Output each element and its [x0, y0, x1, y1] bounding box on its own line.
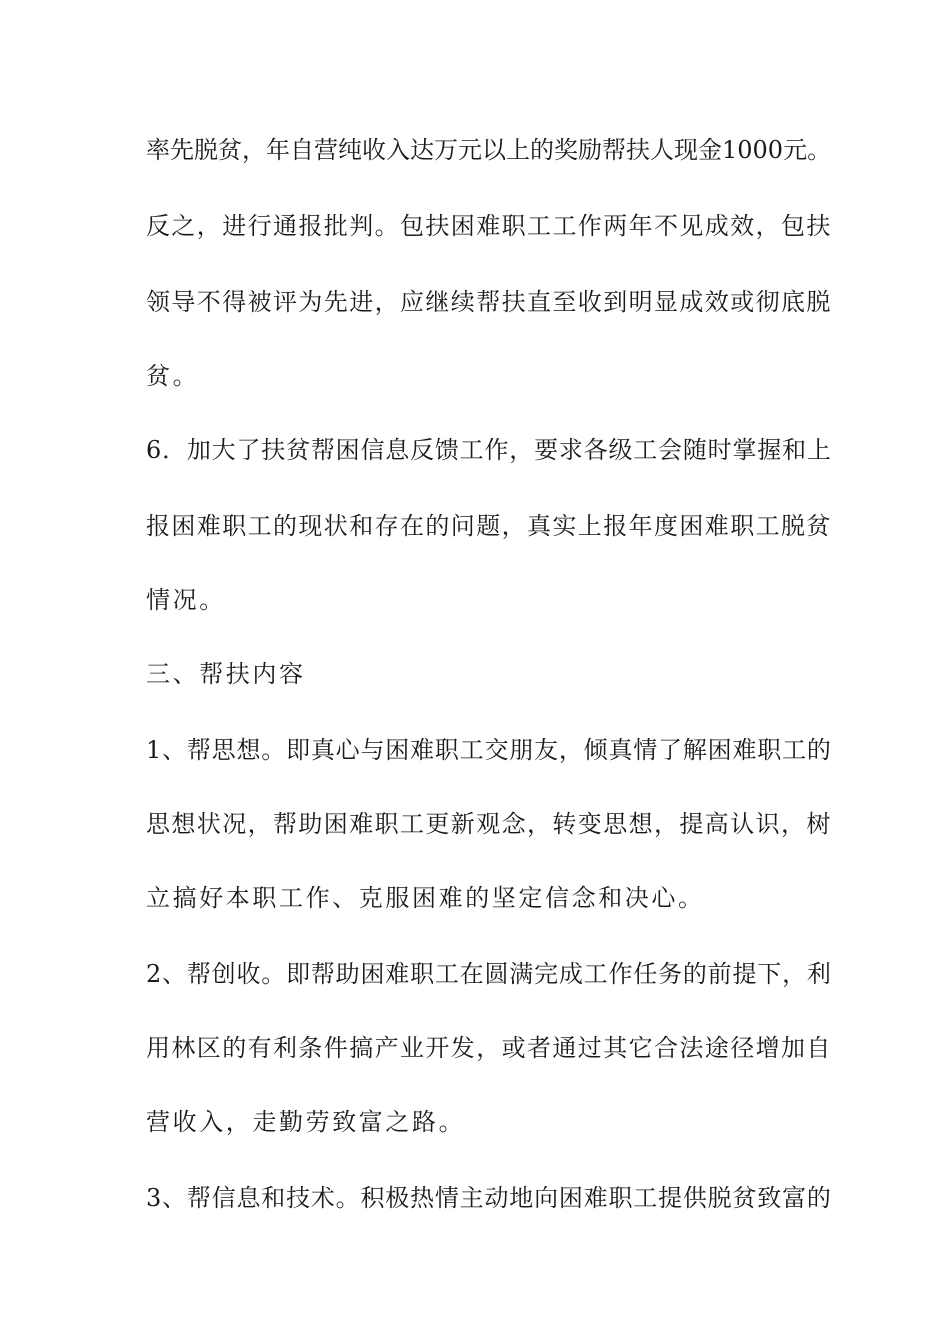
section-heading: 三、帮扶内容 — [146, 660, 306, 688]
text-line: 率先脱贫，年自营纯收入达万元以上的奖励帮扶人现金1000元。 — [146, 136, 832, 164]
text-line: 反之，进行通报批判。包扶困难职工工作两年不见成效，包扶 — [146, 212, 832, 240]
text-line: 报困难职工的现状和存在的问题，真实上报年度困难职工脱贫 — [146, 512, 832, 540]
text-line: 3、帮信息和技术。积极热情主动地向困难职工提供脱贫致富的 — [146, 1184, 832, 1212]
text-line: 情况。 — [146, 586, 226, 614]
text-line: 1、帮思想。即真心与困难职工交朋友，倾真情了解困难职工的 — [146, 736, 832, 764]
text-line: 贫。 — [146, 362, 200, 390]
text-line: 2、帮创收。即帮助困难职工在圆满完成工作任务的前提下，利 — [146, 960, 832, 988]
text-line: 营收入，走勤劳致富之路。 — [146, 1108, 466, 1136]
text-line: 领导不得被评为先进，应继续帮扶直至收到明显成效或彻底脱 — [146, 288, 832, 316]
text-line: 立搞好本职工作、克服困难的坚定信念和决心。 — [146, 884, 705, 912]
text-line: 思想状况，帮助困难职工更新观念，转变思想，提高认识，树 — [146, 810, 832, 838]
text-line: 6．加大了扶贫帮困信息反馈工作，要求各级工会随时掌握和上 — [146, 436, 832, 464]
text-line: 用林区的有利条件搞产业开发，或者通过其它合法途径增加自 — [146, 1034, 832, 1062]
